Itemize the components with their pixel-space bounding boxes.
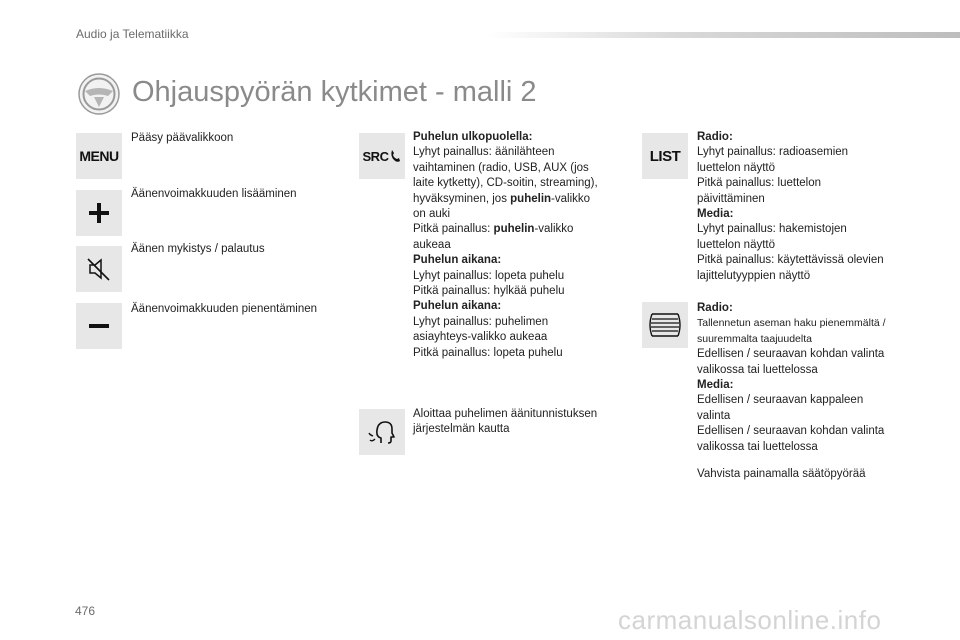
- voice-command-description: [413, 407, 597, 438]
- list-line: Lyhyt painallus: radioasemien: [697, 146, 849, 159]
- wheel-line-small: suuremmalta taajuudelta: [697, 332, 812, 345]
- src-key-label: SRC: [362, 148, 389, 164]
- list-line: Pitkä painallus: luettelon: [697, 177, 822, 190]
- list-key-label: LIST: [649, 147, 681, 165]
- thumbwheel-description: [697, 301, 886, 455]
- wheel-line-small: Tallennetun aseman haku pienemmältä /: [697, 317, 886, 330]
- list-line: luettelon näyttö: [697, 161, 776, 174]
- thumbwheel-icon: [648, 310, 682, 340]
- src-line: laite kytketty), CD-soitin, streaming),: [413, 177, 598, 190]
- list-heading-radio: Radio:: [697, 131, 733, 143]
- wheel-heading-media: Media:: [697, 379, 734, 392]
- mute-icon: [86, 256, 112, 282]
- src-line: Lyhyt painallus: äänilähteen: [413, 146, 555, 159]
- voice-command-icon: [367, 417, 397, 447]
- list-heading-media: Media:: [697, 208, 734, 221]
- wheel-line: Edellisen / seuraavan kohdan valinta: [697, 425, 885, 438]
- list-line: päivittäminen: [697, 192, 765, 205]
- list-line: Lyhyt painallus: hakemistojen: [697, 223, 847, 236]
- menu-description: Pääsy päävalikkoon: [131, 132, 234, 144]
- src-line: Lyhyt painallus: lopeta puhelu: [413, 269, 565, 282]
- wheel-line: valikossa tai luettelossa: [697, 363, 818, 376]
- src-line: on auki: [413, 208, 451, 221]
- minus-icon: [88, 315, 110, 337]
- src-line: Pitkä painallus: hylkää puhelu: [413, 285, 565, 298]
- src-line: aukeaa: [413, 238, 451, 251]
- menu-key-label: MENU: [79, 148, 119, 164]
- list-line: lajittelutyyppien näyttö: [697, 269, 811, 282]
- src-heading-during-call: Puhelun aikana:: [413, 300, 502, 313]
- volume-down-description: Äänenvoimakkuuden pienentäminen: [131, 303, 318, 315]
- thumbwheel[interactable]: [642, 302, 688, 348]
- list-button[interactable]: [642, 133, 688, 179]
- src-line: Lyhyt painallus: puhelimen: [413, 315, 549, 328]
- volume-up-description: Äänenvoimakkuuden lisääminen: [131, 188, 297, 200]
- wheel-line: Edellisen / seuraavan kappaleen: [697, 394, 864, 407]
- src-line: asiayhteys-valikko aukeaa: [413, 331, 548, 344]
- src-line: Pitkä painallus: puhelin-valikko: [413, 223, 574, 236]
- src-description: [413, 130, 598, 361]
- wheel-confirm-note: Vahvista painamalla säätöpyörää: [697, 468, 866, 480]
- section-label: Audio ja Telematiikka: [76, 27, 189, 41]
- wheel-heading-radio: Radio:: [697, 302, 733, 314]
- volume-up-button[interactable]: [76, 190, 122, 236]
- header-bar: [487, 32, 960, 38]
- mute-description: Äänen mykistys / palautus: [131, 243, 265, 255]
- phone-icon: [389, 149, 401, 163]
- watermark: carmanualsonline.info: [618, 605, 882, 635]
- steering-wheel-icon: [77, 72, 121, 116]
- list-line: luettelon näyttö: [697, 238, 776, 251]
- wheel-line: valinta: [697, 409, 731, 422]
- wheel-line: valikossa tai luettelossa: [697, 440, 818, 453]
- voice-line: järjestelmän kautta: [413, 423, 510, 436]
- src-phone-button[interactable]: [359, 133, 405, 179]
- voice-command-button[interactable]: [359, 409, 405, 455]
- volume-down-button[interactable]: [76, 303, 122, 349]
- list-description: [697, 130, 884, 284]
- src-heading-during-call: Puhelun aikana:: [413, 254, 502, 267]
- src-line: vaihtaminen (radio, USB, AUX (jos: [413, 161, 589, 174]
- list-line: Pitkä painallus: käytettävissä olevien: [697, 254, 884, 267]
- page-number: 476: [75, 604, 96, 618]
- menu-button[interactable]: [76, 133, 122, 179]
- voice-line: Aloittaa puhelimen äänitunnistuksen: [413, 408, 598, 420]
- src-line: Pitkä painallus: lopeta puhelu: [413, 346, 563, 359]
- mute-button[interactable]: [76, 246, 122, 292]
- src-line: hyväksyminen, jos puhelin-valikko: [413, 192, 591, 205]
- plus-icon: [88, 202, 110, 224]
- page-title: Ohjauspyörän kytkimet - malli 2: [132, 76, 537, 108]
- src-heading-outside-call: Puhelun ulkopuolella:: [413, 131, 533, 143]
- wheel-line: Edellisen / seuraavan kohdan valinta: [697, 348, 885, 361]
